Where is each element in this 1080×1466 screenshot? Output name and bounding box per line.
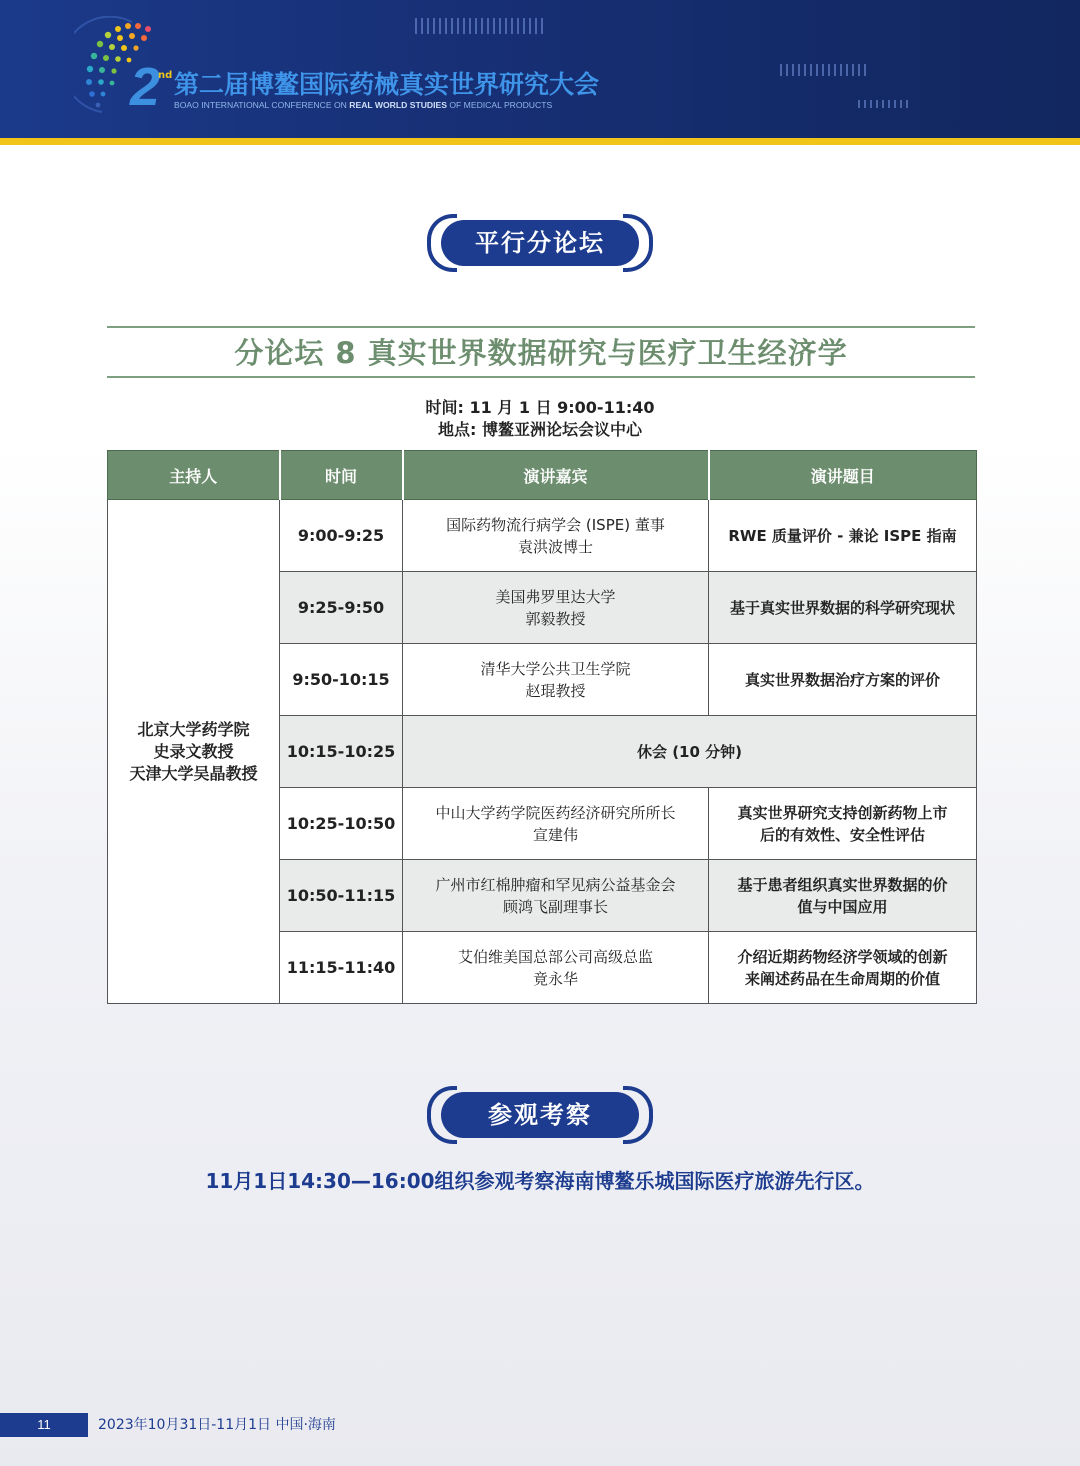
- topic-cell: [709, 644, 977, 716]
- header-time: 时间: [280, 451, 403, 500]
- topic-line: 基于患者组织真实世界数据的价: [737, 875, 948, 894]
- visit-description: 11月1日14:30—16:00组织参观考察海南博鳌乐城国际医疗旅游先行区。: [205, 1169, 875, 1193]
- speaker-line: 中山大学药学院医药经济研究所所长: [435, 803, 676, 822]
- host-line: 史录文教授: [153, 741, 234, 761]
- speaker-line: 顾鸿飞副理事长: [502, 897, 608, 916]
- header-banner: [0, 0, 1080, 138]
- decorative-bars: [858, 100, 912, 108]
- header-host: 主持人: [108, 451, 280, 500]
- speaker-line: 竟永华: [532, 969, 578, 988]
- forum-title: 分论坛 8 真实世界数据研究与医疗卫生经济学: [234, 336, 848, 370]
- topic-line: 后的有效性、安全性评估: [759, 825, 925, 844]
- host-line: 北京大学药学院: [137, 719, 250, 739]
- topic-cell: [709, 932, 977, 1004]
- time-cell: 10:50-11:15: [280, 860, 403, 932]
- speaker-cell: [403, 572, 709, 644]
- logo-superscript: nd: [158, 70, 173, 81]
- time-cell: 9:50-10:15: [280, 644, 403, 716]
- forum-time: 时间: 11 月 1 日 9:00-11:40: [425, 398, 655, 417]
- section-badge-site-visit: [427, 1086, 653, 1144]
- topic-cell: [709, 500, 977, 572]
- title-en-bold: REAL WORLD STUDIES: [349, 100, 447, 110]
- speaker-cell: [403, 860, 709, 932]
- speaker-line: 清华大学公共卫生学院: [480, 659, 631, 678]
- speaker-cell: [403, 644, 709, 716]
- host-cell: [108, 500, 280, 1004]
- title-en-post: OF MEDICAL PRODUCTS: [446, 100, 553, 110]
- time-cell: 10:25-10:50: [280, 788, 403, 860]
- table-row: [108, 500, 977, 572]
- header-topic: 演讲题目: [709, 451, 977, 500]
- title-en-pre: BOAO INTERNATIONAL CONFERENCE ON: [174, 100, 350, 110]
- topic-line: 来阐述药品在生命周期的价值: [744, 969, 940, 988]
- time-cell: 11:15-11:40: [280, 932, 403, 1004]
- topic-line: RWE 质量评价 - 兼论 ISPE 指南: [728, 526, 957, 545]
- globe-logo-icon: [74, 16, 184, 120]
- conference-title-cn: 第二届博鳌国际药械真实世界研究大会: [174, 70, 600, 99]
- schedule-table: [107, 450, 977, 1004]
- forum-location: 地点: 博鳌亚洲论坛会议中心: [438, 420, 642, 439]
- speaker-line: 赵琨教授: [525, 681, 586, 700]
- speaker-line: 宣建伟: [532, 825, 578, 844]
- speaker-line: 袁洪波博士: [517, 537, 593, 556]
- topic-line: 真实世界数据治疗方案的评价: [744, 670, 940, 689]
- decorative-bars: [415, 18, 545, 34]
- topic-line: 真实世界研究支持创新药物上市: [737, 803, 948, 822]
- topic-line: 基于真实世界数据的科学研究现状: [729, 598, 955, 617]
- decorative-bars: [780, 64, 870, 76]
- table-header-row: [108, 451, 977, 500]
- conference-title-en: [174, 100, 552, 110]
- header-speaker: 演讲嘉宾: [403, 451, 709, 500]
- footer-date-location: 2023年10月31日-11月1日 中国·海南: [98, 1417, 336, 1433]
- topic-line: 介绍近期药物经济学领域的创新: [737, 947, 948, 966]
- speaker-line: 艾伯维美国总部公司高级总监: [457, 947, 653, 966]
- topic-cell: [709, 788, 977, 860]
- section-label: 参观考察: [441, 1092, 639, 1138]
- speaker-cell: [403, 500, 709, 572]
- speaker-cell: [403, 788, 709, 860]
- header-gold-stripe: [0, 138, 1080, 145]
- time-cell: 10:15-10:25: [280, 716, 403, 788]
- topic-cell: [709, 572, 977, 644]
- page-number: 11: [0, 1413, 88, 1437]
- topic-line: 值与中国应用: [797, 897, 888, 916]
- speaker-line: 郭毅教授: [525, 609, 586, 628]
- time-cell: 9:00-9:25: [280, 500, 403, 572]
- section-label: 平行分论坛: [441, 220, 639, 266]
- forum-title-box: [107, 326, 975, 378]
- time-cell: 9:25-9:50: [280, 572, 403, 644]
- speaker-cell: [403, 932, 709, 1004]
- section-badge-parallel-forum: [427, 214, 653, 272]
- speaker-line: 美国弗罗里达大学: [495, 587, 616, 606]
- logo-number: 2: [130, 57, 161, 117]
- speaker-line: 广州市红棉肿瘤和罕见病公益基金会: [435, 875, 676, 894]
- host-line: 天津大学吴晶教授: [129, 763, 258, 783]
- break-cell: 休会 (10 分钟): [403, 716, 977, 788]
- topic-cell: [709, 860, 977, 932]
- speaker-line: 国际药物流行病学会 (ISPE) 董事: [446, 515, 665, 534]
